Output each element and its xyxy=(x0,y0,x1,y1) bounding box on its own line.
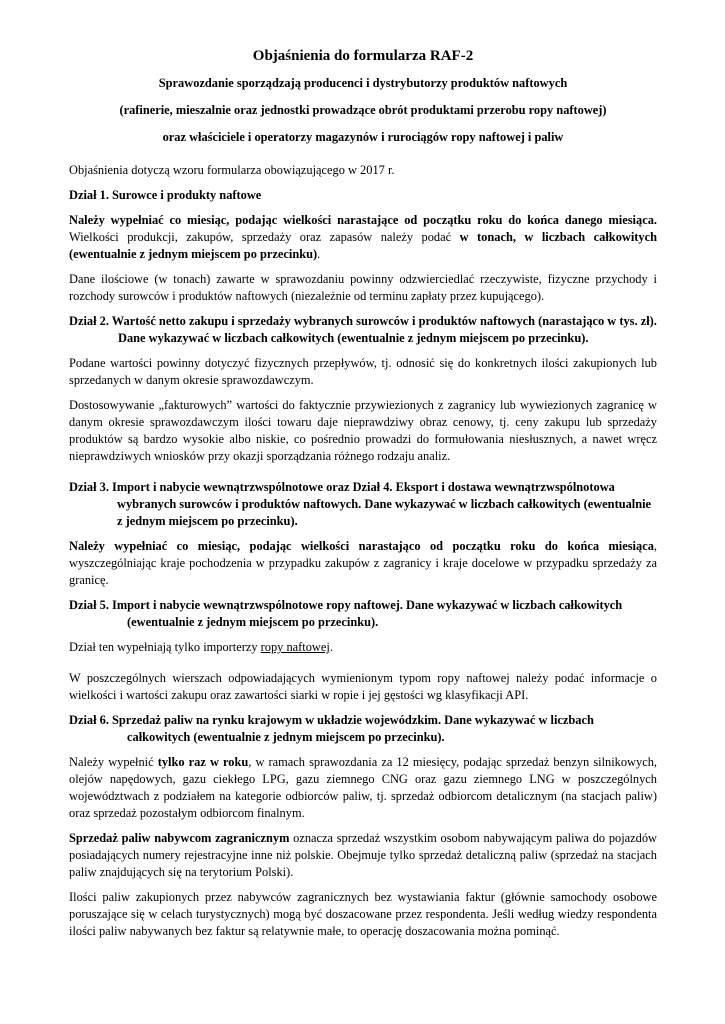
section-6-heading: Dział 6. Sprzedaż paliw na rynku krajowym w układzie wojewódzkim. Dane wykazywać w liczbach całkowitych (ewentualnie z jednym miejscem po przecinku). xyxy=(69,713,594,744)
section-1-bold-1: Należy wypełniać co miesiąc, podając wielkości narastające od początku roku do końca danego miesiąca. xyxy=(69,213,657,227)
section-6-text-3: oznacza sprzedaż wszystkim osobom nabywającym paliwa do pojazdów posiadających numery rejestracyjne inne niż polskie. Obejmuje tylko sprzedaż detaliczną paliw (sprzedaż na stacjach paliw znajdujących się na terytorium Polski). xyxy=(69,831,657,879)
subtitle-2: (rafinerie, mieszalnie oraz jednostki prowadzące obrót produktami przerobu ropy naftowej) xyxy=(119,103,607,117)
subtitle-3: oraz właściciele i operatorzy magazynów i rurociągów ropy naftowej i paliw xyxy=(162,130,564,144)
section-5-paragraph-2: W poszczególnych wierszach odpowiadających wymienionym typom ropy naftowej należy podać informacje o wielkości i wartości zakupu oraz zawartości siarki w ropie i jej gęstości wg klasyfikacji API. xyxy=(69,671,657,702)
section-6-bold-2: Sprzedaż paliw nabywcom zagranicznym xyxy=(69,831,290,845)
section-1-heading: Dział 1. Surowce i produkty naftowe xyxy=(69,188,262,202)
section-5-heading: Dział 5. Import i nabycie wewnątrzwspólnotowe ropy naftowej. Dane wykazywać w liczbach całkowitych (ewentualnie z jednym miejscem po przecinku). xyxy=(69,598,623,629)
section-2-paragraph-1: Podane wartości powinny dotyczyć fizycznych przepływów, tj. odnosić się do konkretnych ilości zakupionych lub sprzedanych w danym okresie sprawozdawczym. xyxy=(69,356,657,387)
section-1-bold-2: w tonach, w liczbach całkowitych (ewentualnie z jednym miejscem po przecinku) xyxy=(69,230,658,261)
section-1-text-2: . xyxy=(317,247,321,261)
section-2-heading: Dział 2. Wartość netto zakupu i sprzedaży wybranych surowców i produktów naftowych (narastająco w tys. zł). Dane wykazywać w liczbach całkowitych (ewentualnie z jednym miejscem po przecinku). xyxy=(69,314,657,345)
section-6-text-2: , w ramach sprawozdania za 12 miesięcy, podając sprzedaż benzyn silnikowych, olejów napędowych, gazu ciekłego LPG, gazu ziemnego CNG oraz gazu ziemnego LNG w poszczególnych województwach z podziałem na kategorie odbiorców paliw, tj. sprzedaż odbiorcom detalicznym (na stacjach paliw) oraz sprzedaż pozostałym odbiorcom finalnym. xyxy=(69,755,657,820)
document-page xyxy=(69,40,657,948)
subtitle-1: Sprawozdanie sporządzają producenci i dystrybutorzy produktów naftowych xyxy=(158,76,568,90)
section-6-paragraph-2 xyxy=(69,830,657,881)
document-title: Objaśnienia do formularza RAF-2 xyxy=(252,48,474,64)
section-5-text-1: Dział ten wypełniają tylko importerzy xyxy=(69,640,261,654)
section-5-underlined: ropy naftowej xyxy=(260,640,330,654)
section-6-text-1: Należy wypełnić xyxy=(69,755,158,769)
intro-paragraph: Objaśnienia dotyczą wzoru formularza obowiązującego w 2017 r. xyxy=(69,163,395,177)
section-5-text-2: . xyxy=(329,640,333,654)
section-1-text-1: Wielkości produkcji, zakupów, sprzedaży oraz zapasów należy podać xyxy=(69,230,460,244)
section-1-paragraph-1 xyxy=(69,212,657,263)
section-5-paragraph-1 xyxy=(69,639,657,656)
section-6-paragraph-1 xyxy=(69,754,657,822)
section-6-bold-1: tylko raz w roku xyxy=(157,755,249,769)
section-3-heading: Dział 3. Import i nabycie wewnątrzwspólnotowe oraz Dział 4. Eksport i dostawa wewnątrzwspólnotowa wybranych surowców i produktów naftowych. Dane wykazywać w liczbach całkowitych (ewentualnie z jednym miejscem po przecinku). xyxy=(69,480,652,528)
section-3-text: , wyszczególniając kraje pochodzenia w przypadku zakupów z zagranicy i kraje docelowe w przypadku sprzedaży za granicę. xyxy=(69,539,657,587)
section-1-paragraph-2: Dane ilościowe (w tonach) zawarte w sprawozdaniu powinny odzwierciedlać rzeczywiste, fizyczne przychody i rozchody surowców i produktów naftowych (niezależnie od terminu zapłaty przez kupującego). xyxy=(69,272,657,303)
section-3-bold: Należy wypełniać co miesiąc, podając wielkości narastająco od początku roku do końca miesiąca xyxy=(69,539,654,553)
section-2-paragraph-2: Dostosowywanie „fakturowych” wartości do faktycznie przywiezionych z zagranicy lub wywiezionych zagranicę w danym okresie sprawozdawczym ilości towaru daje nieprawdziwy obraz cenowy, tj. ceny zakupu lub sprzedaży produktów są bardzo wysokie albo niskie, co pośrednio prowadzi do formułowania niesłusznych, a nawet wręcz nieprawdziwych wniosków przy okazji sporządzania różnego rodzaju analiz. xyxy=(69,398,657,463)
section-3-paragraph-1 xyxy=(69,538,657,589)
section-6-paragraph-3: Ilości paliw zakupionych przez nabywców zagranicznych bez wystawiania faktur (głównie samochody osobowe poruszające się w celach turystycznych) mogą być doszacowane przez respondenta. Jeśli według wiedzy respondenta ilości paliw nabywanych bez faktur są relatywnie małe, to operację doszacowania można pominąć. xyxy=(69,890,657,938)
